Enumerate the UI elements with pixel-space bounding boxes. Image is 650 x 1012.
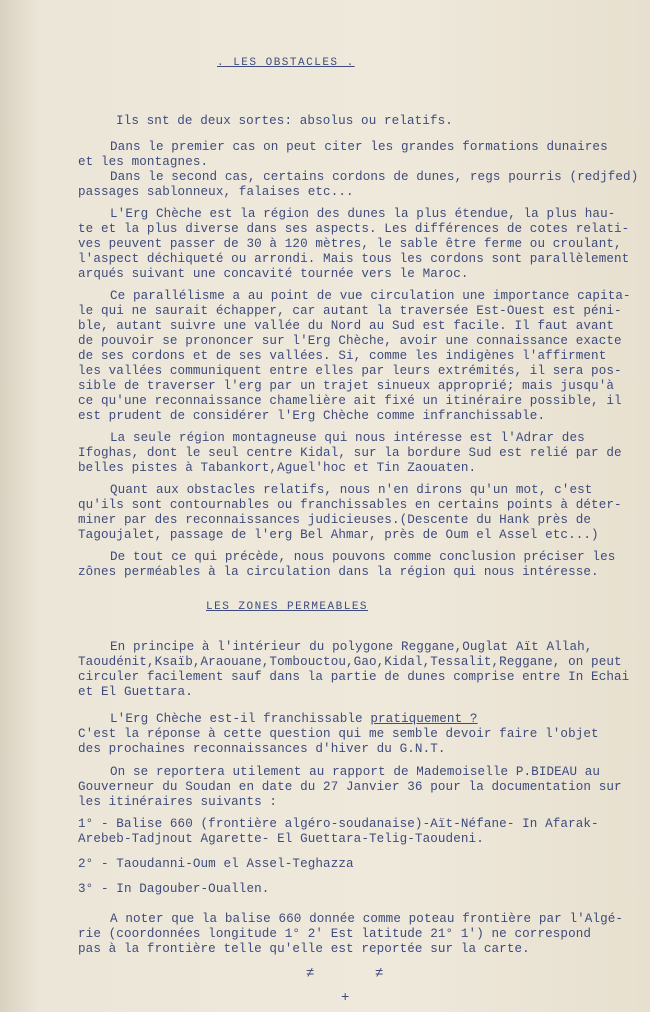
paragraph-line: qu'ils sont contournables ou franchissables en certains points à déter- — [78, 498, 622, 512]
page-mark: + — [341, 990, 350, 1006]
paragraph-line: Ifoghas, dont le seul centre Kidal, sur la bordure Sud est relié par de — [78, 446, 622, 460]
paragraph-line: belles pistes à Tabankort,Aguel'hoc et Tin Zaouaten. — [78, 461, 477, 475]
paragraph-line: zônes perméables à la circulation dans la région qui nous intéresse. — [78, 565, 599, 579]
paragraph-line: sible de traverser l'erg par un trajet sinueux approprié; mais jusqu'à — [78, 379, 615, 393]
intro-line: Ils snt de deux sortes: absolus ou relatifs. — [116, 114, 453, 128]
paragraph-line: ves peuvent passer de 30 à 120 mètres, le sable être ferme ou croulant, — [78, 237, 622, 251]
paragraph-line: passages sablonneux, falaises etc... — [78, 185, 354, 199]
itinerary-line: 3° - In Dagouber-Ouallen. — [78, 882, 270, 896]
paragraph-line: circuler facilement sauf dans la partie de dunes comprise entre In Echai — [78, 670, 630, 684]
paragraph-line: miner par des reconnaissances judicieuses.(Descente du Hank près de — [78, 513, 592, 527]
itinerary-line: 1° - Balise 660 (frontière algéro-soudanaise)-Aït-Néfane- In Afarak- — [78, 817, 599, 831]
paragraph-line: Dans le premier cas on peut citer les grandes formations dunaires — [110, 140, 608, 154]
paragraph-line: et les montagnes. — [78, 155, 209, 169]
paragraph-line: le qui ne saurait échapper, car autant la traversée Est-Ouest est péni- — [78, 304, 622, 318]
handwritten-mark: ≠ — [375, 966, 384, 982]
paragraph-line: les vallées communiquent entre elles par leurs extrémités, il sera pos- — [78, 364, 622, 378]
paragraph-line: L'Erg Chèche est la région des dunes la plus étendue, la plus hau- — [110, 207, 616, 221]
paragraph-line: ce qu'une reconnaissance chamelière ait fixé un itinéraire possible, il — [78, 394, 622, 408]
paragraph-line: En principe à l'intérieur du polygone Reggane,Ouglat Aït Allah, — [110, 640, 593, 654]
paragraph-line: De tout ce qui précède, nous pouvons comme conclusion préciser les — [110, 550, 616, 564]
paragraph-line: Taoudénit,Ksaïb,Araouane,Tombouctou,Gao,Kidal,Tessalit,Reggane, on peut — [78, 655, 622, 669]
section-title-obstacles: . LES OBSTACLES . — [217, 57, 355, 69]
paragraph-line: Ce parallélisme a au point de vue circulation une importance capita- — [110, 289, 631, 303]
itinerary-line: 2° - Taoudanni-Oum el Assel-Teghazza — [78, 857, 354, 871]
section-title-zones: LES ZONES PERMEABLES — [206, 601, 369, 613]
paragraph-line: Gouverneur du Soudan en date du 27 Janvier 36 pour la documentation sur — [78, 780, 622, 794]
paragraph-line: A noter que la balise 660 donnée comme poteau frontière par l'Algé- — [110, 912, 624, 926]
itinerary-line: Arebeb-Tadjnout Agarette- El Guettara-Telig-Taoudeni. — [78, 832, 484, 846]
question-line — [110, 712, 478, 727]
paragraph-line: des prochaines reconnaissances d'hiver du G.N.T. — [78, 742, 446, 756]
paragraph-line: est prudent de considérer l'Erg Chèche comme infranchissable. — [78, 409, 546, 423]
paragraph-line: te et la plus diverse dans ses aspects. Les différences de cotes relati- — [78, 222, 630, 236]
paragraph-line: La seule région montagneuse qui nous intéresse est l'Adrar des — [110, 431, 585, 445]
question-text: L'Erg Chèche est-il franchissable — [110, 712, 371, 726]
paragraph-line: de pouvoir se prononcer sur l'Erg Chèche, avoir une connaissance exacte — [78, 334, 622, 348]
question-underlined: pratiquement ? — [370, 712, 478, 726]
paragraph-line: On se reportera utilement au rapport de Mademoiselle P.BIDEAU au — [110, 765, 601, 779]
paragraph-line: arqués suivant une concavité tournée vers le Maroc. — [78, 267, 469, 281]
paragraph-line: pas à la frontière telle qu'elle est reportée sur la carte. — [78, 942, 530, 956]
paragraph-line: rie (coordonnées longitude 1° 2' Est latitude 21° 1') ne correspond — [78, 927, 592, 941]
paragraph-line: ble, autant suivre une vallée du Nord au Sud est facile. Il faut avant — [78, 319, 615, 333]
paragraph-line: les itinéraires suivants : — [78, 795, 278, 809]
paragraph-line: l'aspect déchiqueté ou arrondi. Mais tous les cordons sont parallèlement — [78, 252, 630, 266]
paragraph-line: et El Guettara. — [78, 685, 193, 699]
paragraph-line: Tagoujalet, passage de l'erg Bel Ahmar, près de Oum el Assel etc...) — [78, 528, 599, 542]
paragraph-line: de ses cordons et de ses vallées. Si, comme les indigènes l'affirment — [78, 349, 607, 363]
paragraph-line: C'est la réponse à cette question qui me semble devoir faire l'objet — [78, 727, 599, 741]
paragraph-line: Dans le second cas, certains cordons de dunes, regs pourris (redjfed) — [110, 170, 639, 184]
paragraph-line: Quant aux obstacles relatifs, nous n'en dirons qu'un mot, c'est — [110, 483, 593, 497]
handwritten-mark: ≠ — [306, 966, 315, 982]
